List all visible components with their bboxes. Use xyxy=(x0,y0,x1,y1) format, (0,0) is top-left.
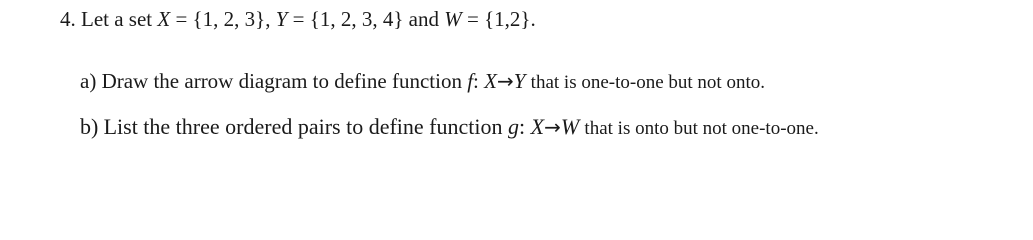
function-f-name: f xyxy=(467,69,474,93)
part-b-label: b) xyxy=(80,114,99,139)
part-a-domain: X xyxy=(484,69,497,93)
part-a-label: a) xyxy=(80,69,97,93)
part-a-colon: : xyxy=(473,69,485,93)
set-w-variable: W xyxy=(444,7,462,31)
part-b-text: List the three ordered pairs to define function xyxy=(103,114,508,139)
part-a-codomain: Y xyxy=(513,69,526,93)
set-x-definition: = {1, 2, 3}, xyxy=(175,7,276,31)
part-b-domain: X xyxy=(530,114,545,139)
part-b-colon: : xyxy=(519,114,531,139)
part-b-condition: that is onto but not one-to-one. xyxy=(584,118,819,139)
set-w-definition: = {1,2}. xyxy=(467,7,536,31)
part-b-codomain: W xyxy=(560,114,580,139)
right-arrow-icon: → xyxy=(544,115,561,139)
part-a-statement xyxy=(80,68,765,96)
set-y-definition: = {1, 2, 3, 4} and xyxy=(292,7,445,31)
right-arrow-icon: → xyxy=(496,69,514,93)
part-b-statement xyxy=(80,114,819,142)
function-g-name: g xyxy=(508,114,519,139)
set-y-variable: Y xyxy=(275,7,288,31)
question-number: 4. xyxy=(60,7,76,31)
question-intro-text: Let a set xyxy=(81,7,158,31)
question-4-statement xyxy=(60,6,536,32)
part-a-text: Draw the arrow diagram to define function xyxy=(101,69,468,93)
set-x-variable: X xyxy=(157,7,171,31)
part-a-condition: that is one-to-one but not onto. xyxy=(530,72,765,93)
